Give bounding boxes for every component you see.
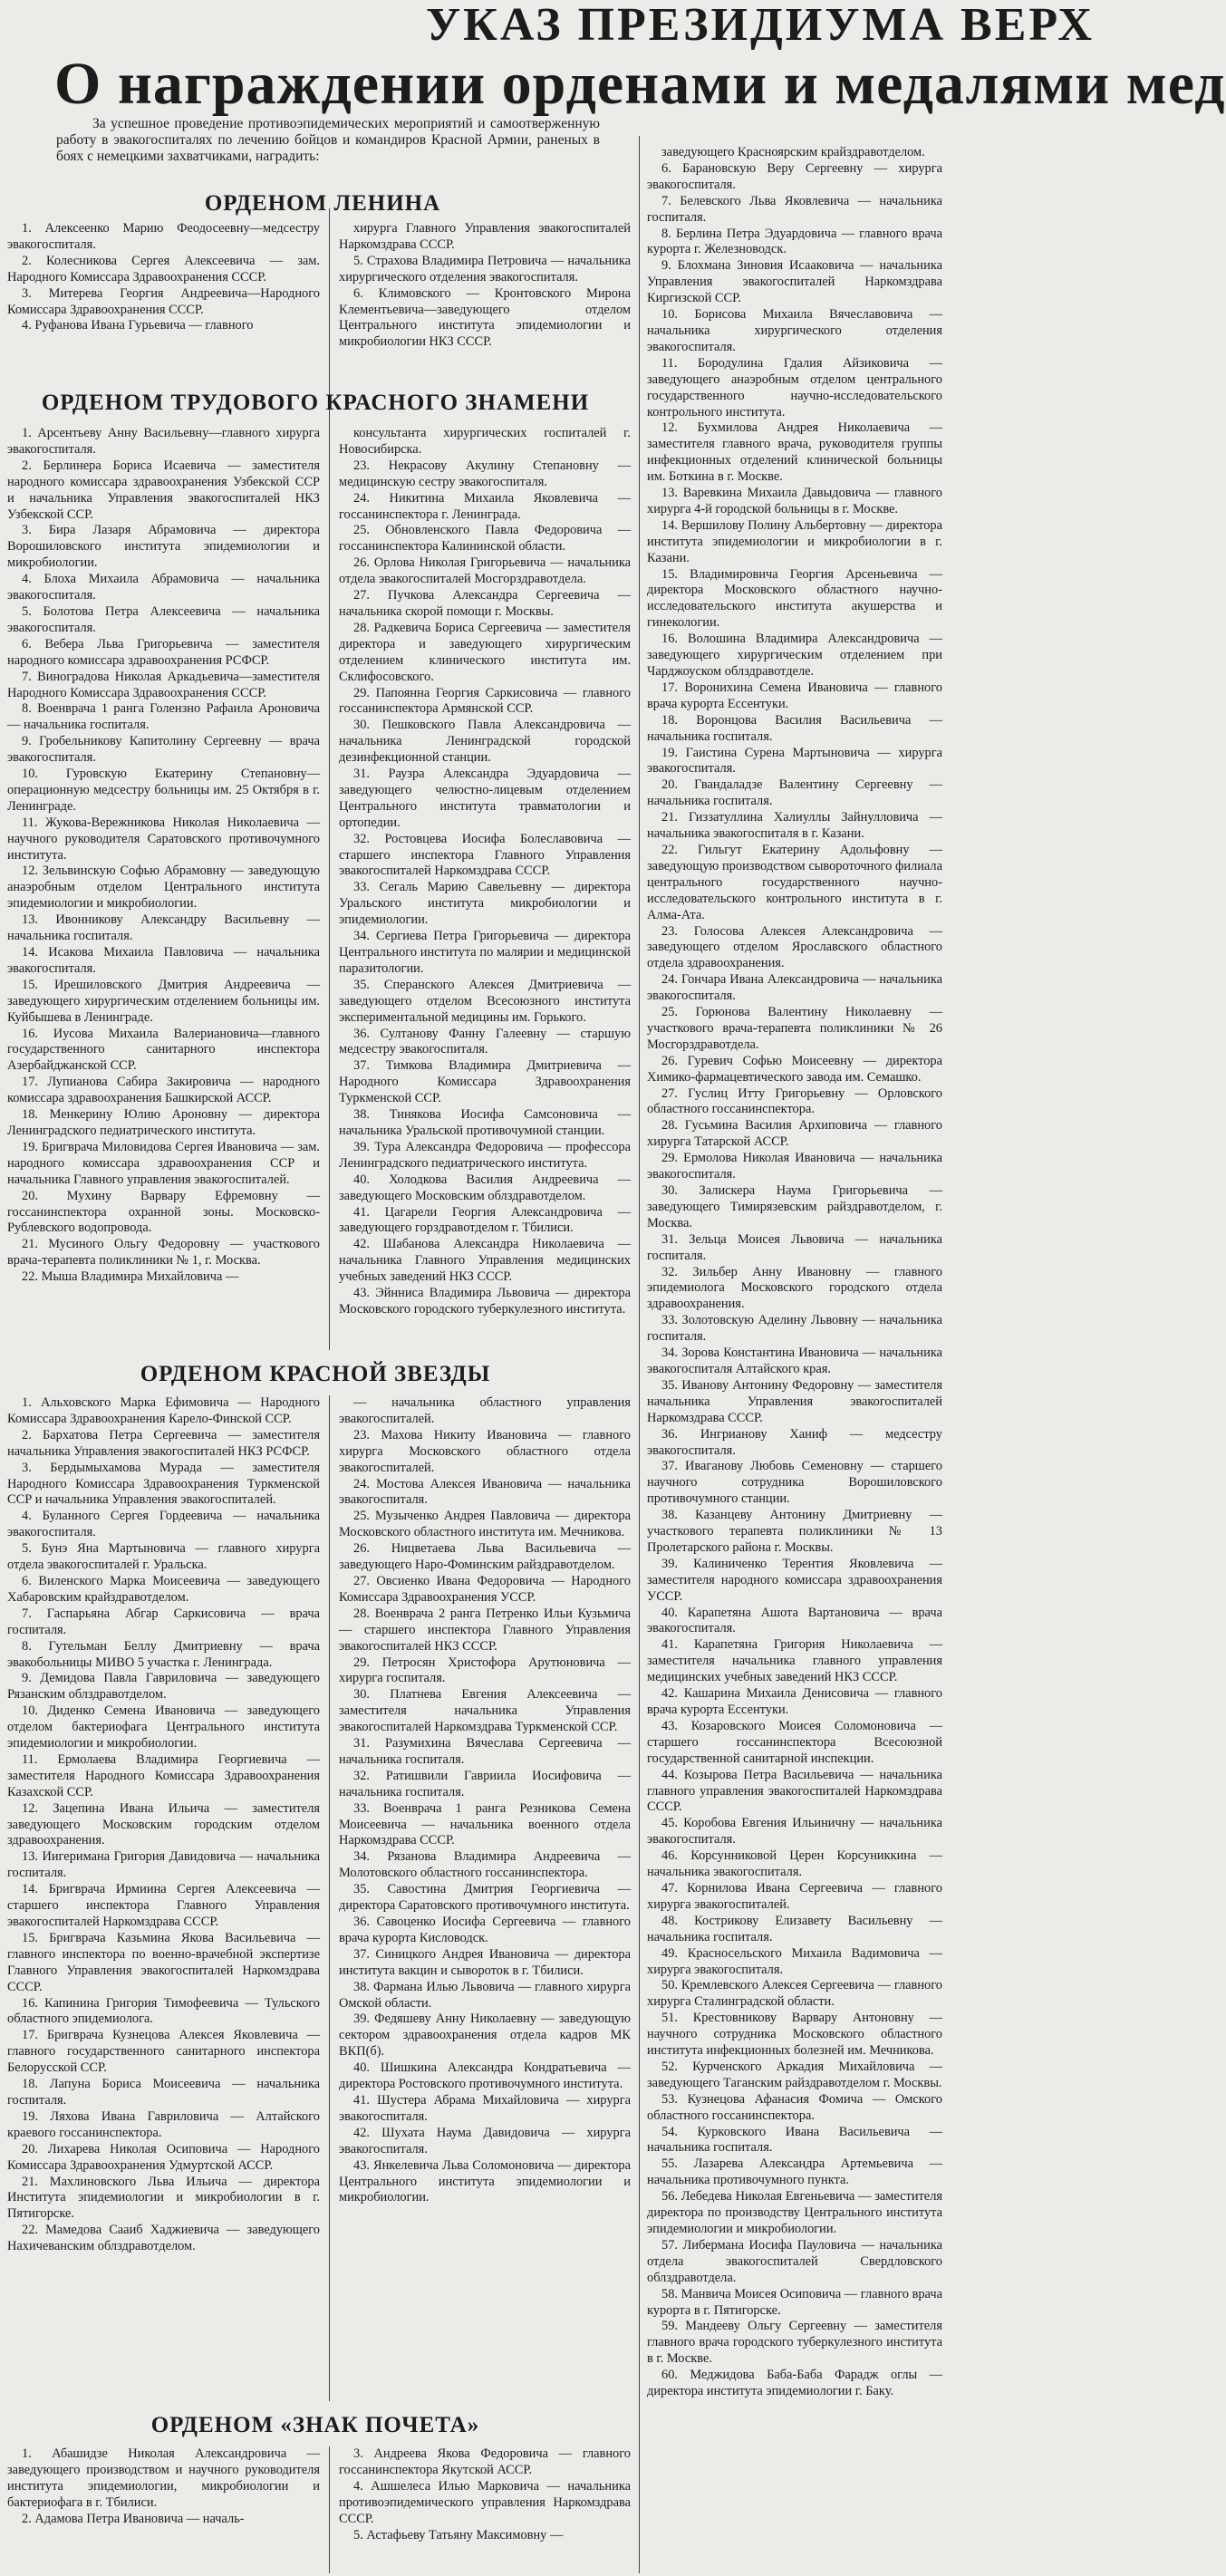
award-entry: 43. Янкелевича Льва Соломоновича — директора Центрального института эпидемиологии и микробиологии. (339, 2157, 631, 2205)
lenin-column-left (7, 187, 441, 225)
award-entry: 6. Вебера Льва Григорьевича — заместителя народного комиссара здравоохранения РСФСР. (7, 636, 320, 668)
award-entry: 44. Козырова Петра Васильевича — начальника главного управления эвакогоспиталей Наркомздрава СССР. (647, 1767, 942, 1815)
award-entry: 24. Гончара Ивана Александровича — начальника эвакогоспиталя. (647, 972, 942, 1004)
award-entry: 32. Ростовцева Иосифа Болеславовича — старшего инспектора Главного Управления эвакогоспиталей Наркомздрава СССР. (339, 831, 631, 879)
award-entry: 51. Крестовникову Варвару Антоновну — научного сотрудника Московского областного института инфекционных болезней им. Мечникова. (647, 2011, 942, 2059)
award-entry: 5. Бунэ Яна Мартыновича — главного хирурга отдела эвакогоспиталей г. Уральска. (7, 1541, 320, 1573)
award-entry: 20. Гвандаладзе Валентину Сергеевну — начальника госпиталя. (647, 777, 942, 809)
award-entry: 39. Федяшеву Анну Николаевну — заведующую сектором здравоохранения отдела кадров МК ВКП(б). (339, 2012, 631, 2060)
award-entry: 21. Махлиновского Льва Ильича — директора Института эпидемиологии и микробиологии в г. Пятигорске. (7, 2174, 320, 2222)
award-entry: 15. Владимировича Георгия Арсеньевича — директора Московского областного научно-исследовательского института акушерства и гинекологии. (647, 566, 942, 631)
award-entry: 9. Гробельникову Капитолину Сергеевну — врача эвакогоспиталя. (7, 734, 320, 766)
award-entry: 30. Платнева Евгения Алексеевича — заместителя начальника Управления эвакогоспиталей Наркомздрава Туркменской ССР. (339, 1687, 631, 1735)
award-entry: 40. Карапетяна Ашота Вартановича — врача эвакогоспиталя. (647, 1605, 942, 1636)
award-entry: 22. Гильгут Екатерину Адольфовну — заведующую производством сывороточного филиала центрального государственного научно-исследовательского контрольного института в г. Алма-Ата. (647, 842, 942, 922)
award-entry: 8. Военврача 1 ранга Голензно Рафаила Ароновича — начальника госпиталя. (7, 701, 320, 733)
order-lenin-heading: ОРДЕНОМ ЛЕНИНА (204, 191, 441, 216)
award-entry: 4. Руфанова Ивана Гурьевича — главного (22, 318, 254, 333)
award-entry: 28. Гусьмина Василия Архиповича — главного хирурга Татарской АССР. (647, 1118, 942, 1150)
award-entry: 14. Бригврача Ирмиина Сергея Алексеевича — старшего инспектора Главного Управления эвакогоспиталей Наркомздрава СССР. (7, 1882, 320, 1929)
award-entry: 6. Виленского Марка Моисеевича — заведующего Хабаровским крайздравотделом. (7, 1573, 320, 1605)
decree-heading: УКАЗ ПРЕЗИДИУМА ВЕРХ (426, 0, 1095, 51)
award-entry: 33. Золотовскую Аделину Львовну — начальника госпиталя. (647, 1313, 942, 1345)
award-entry: 38. Казанцеву Антонину Дмитриевну — участкового терапевта поликлиники № 13 Пролетарского района г. Москвы. (647, 1508, 942, 1555)
award-entry: 34. Рязанова Владимира Андреевича — Молотовского областного госсанинспектора. (339, 1849, 631, 1881)
award-entry: 42. Шухата Наума Давидовича — хирурга эвакогоспиталя. (339, 2125, 631, 2156)
award-entry: 20. Мухину Варвару Ефремовну — госсанинспектора охранной зоны. Московско-Рублевского водопровода. (7, 1188, 320, 1236)
award-entry: 13. Варевкина Михаила Давыдовича — главного хирурга 4-й городской больницы в г. Москве. (647, 486, 942, 516)
award-entry: 2. Адамова Петра Ивановича — началь- (22, 2511, 245, 2526)
award-entry: 50. Кремлевского Алексея Сергеевича — главного хирурга Сталинградской области. (647, 1978, 942, 2010)
award-entry: 15. Ирешиловского Дмитрия Андреевича — заведующего хирургическим отделением больницы им. Куйбышева в Ленинграде. (7, 977, 320, 1025)
award-entry: 46. Корсунниковой Церен Корсуниккина — начальника эвакогоспиталя. (647, 1848, 942, 1880)
award-entry: 21. Гиззатуллина Халиуллы Зайнулловича — начальника эвакогоспиталя в г. Казани. (647, 810, 942, 842)
award-entry: 3. Андреева Якова Федоровича — главного госсанинспектора Якутской АССР. (339, 2446, 631, 2477)
order-red-banner-heading: ОРДЕНОМ ТРУДОВОГО КРАСНОГО ЗНАМЕНИ (41, 391, 590, 415)
award-entry: 47. Корнилова Ивана Сергеевича — главного хирурга эвакогоспиталей. (647, 1880, 942, 1912)
award-entry: 14. Вершилову Полину Альбертовну — директора института эпидемиологии и микробиологии в г. Казани. (647, 517, 942, 565)
award-entry: 9. Блохмана Зиновия Исааковича — начальника Управления эвакогоспиталей Наркомздрава Киргизской ССР. (647, 258, 942, 306)
award-entry: 53. Кузнецова Афанасия Фомича — Омского областного госсанинспектора. (647, 2091, 942, 2123)
decree-title: О награждении орденами и медалями мед (54, 51, 1226, 117)
award-entry: 39. Тура Александра Федоровича — профессора Ленинградского педиатрического института. (339, 1139, 631, 1171)
award-entry: 41. Карапетяна Григория Николаевича — заместителя начальника главного управления медицинских учебных заведений НКЗ СССР. (647, 1637, 942, 1685)
award-entry: 29. Ермолова Николая Ивановича — начальника эвакогоспиталя. (647, 1151, 942, 1182)
award-entry: 25. Горюнова Валентину Николаевну — участкового врача-терапевта поликлиники № 26 Мосгорздравотдела. (647, 1005, 942, 1052)
award-entry: 58. Манвича Моисея Осиповича — главного врача курорта в г. Пятигорске. (647, 2286, 942, 2318)
award-entry: 48. Кострикову Елизавету Васильевну — начальника госпиталя. (647, 1913, 942, 1944)
award-entry: 23. Махова Никиту Ивановича — главного хирурга Московского областного отдела эвакогоспиталей. (339, 1427, 631, 1475)
award-entry: консультанта хирургических госпиталей г. Новосибирска. (339, 426, 631, 457)
award-entry: 32. Ратишвили Гавриила Иосифовича — начальника госпиталя. (339, 1768, 631, 1799)
red-star-list-left (7, 1395, 320, 2255)
award-entry: 13. Иигеримана Григория Давидовича — начальника госпиталя. (7, 1849, 320, 1881)
award-entry: 11. Жукова-Вережникова Николая Николаевича — научного руководителя Саратовского противочумного института. (7, 815, 320, 863)
award-entry: 23. Некрасову Акулину Степановну — медицинскую сестру эвакогоспиталя. (339, 458, 631, 489)
award-entry: 5. Болотова Петра Алексеевича — начальника эвакогоспиталя. (7, 603, 320, 635)
award-entry: 8. Гутельман Беллу Дмитриевну — врача эвакобольницы МИВО 5 участка г. Ленинграда. (7, 1638, 320, 1670)
award-entry: 7. Виноградова Николая Аркадьевича—заместителя Народного Комиссара Здравоохранения СССР. (7, 669, 320, 700)
award-entry: 42. Шабанова Александра Николаевича — начальника Главного Управления медицинских учебных заведений НКЗ СССР. (339, 1237, 631, 1285)
award-entry: 26. Орлова Николая Григорьевича — начальника отдела эвакогоспиталей Мосгорздравотдела. (339, 555, 631, 587)
award-entry: 7. Белевского Льва Яковлевича — начальника госпиталя. (647, 193, 942, 225)
award-entry: 6. Барановскую Веру Сергеевну — хирурга эвакогоспиталя. (647, 160, 942, 192)
award-entry: 11. Бородулина Гдалия Айзиковича — заведующего анаэробным отделом центрального государственного научно-исследовательского контрольного института. (647, 355, 942, 420)
award-entry: 49. Красносельского Михаила Вадимовича — хирурга эвакогоспиталя. (647, 1945, 942, 1977)
award-entry: 59. Мандееву Ольгу Сергеевну — заместителя главного врача городского туберкулезного института в г. Москве. (647, 2319, 942, 2367)
award-entry: 1. Альховского Марка Ефимовича — Народного Комиссара Здравоохранения Карело-Финской ССР. (7, 1395, 320, 1426)
award-entry: 28. Радкевича Бориса Сергеевича — заместителя директора и заведующего хирургическим отделением клинического института им. Склифосовского. (339, 620, 631, 684)
award-entry: 2. Бархатова Петра Сергеевича — заместителя начальника Управления эвакогоспиталей НКЗ РСФСР. (7, 1427, 320, 1459)
award-entry: 11. Ермолаева Владимира Георгиевича — заместителя Народного Комиссара Здравоохранения Казахской ССР. (7, 1751, 320, 1799)
award-entry: 38. Тинякова Иосифа Самсоновича — начальника Уральской противочумной станции. (339, 1107, 631, 1138)
lenin-list-right (339, 221, 631, 351)
award-entry: 42. Кашарина Михаила Денисовича — главного врача курорта Ессентуки. (647, 1686, 942, 1717)
award-entry: 33. Сегаль Марию Савельевну — директора Уральского института микробиологии и эпидемиологии. (339, 880, 631, 928)
award-entry: 8. Берлина Петра Эдуардовича — главного врача курорта г. Железноводск. (647, 226, 942, 257)
award-entry: 35. Сперанского Алексея Дмитриевича — заведующего отделом Всесоюзного института экспериментальной медицины им. Горького. (339, 977, 631, 1025)
award-entry: 17. Воронихина Семена Ивановича — главного врача курорта Ессентуки. (647, 680, 942, 711)
award-entry: 22. Мамедова Сааиб Хаджиевича — заведующего Нахичеванским облздравотделом. (7, 2223, 320, 2254)
award-entry: 13. Ивонникову Александру Васильевну — начальника госпиталя. (7, 912, 320, 944)
order-red-star-heading: ОРДЕНОМ КРАСНОЙ ЗВЕЗДЫ (140, 1362, 491, 1386)
award-entry: 31. Раузра Александра Эдуардовича — заведующего челюстно-лицевым отделением Центрального института травматологии и ортопедии. (339, 767, 631, 830)
award-entry: 2. Колесникова Сергея Алексеевича — зам. Народного Комиссара Здравоохранения СССР. (7, 253, 320, 285)
order-badge-heading: ОРДЕНОМ «ЗНАК ПОЧЕТА» (150, 2413, 480, 2437)
lenin-list-left (7, 221, 320, 334)
award-entry: 28. Военврача 2 ранга Петренко Ильи Кузьмича — старшего инспектора Главного Управления эвакогоспиталей НКЗ СССР. (339, 1606, 631, 1654)
column-divider (329, 2446, 330, 2573)
award-entry: 30. Залискера Наума Григорьевича — заведующего Тимирязевским райздравотделом, г. Москва. (647, 1183, 942, 1230)
award-entry: 34. Зорова Константина Ивановича — начальника эвакогоспиталя Алтайского края. (647, 1346, 942, 1376)
award-entry: 45. Коробова Евгения Ильиничну — начальника эвакогоспиталя. (647, 1816, 942, 1848)
award-entry: 2. Берлинера Бориса Исаевича — заместителя народного комиссара здравоохранения Узбекской ССР и начальника Управления эвакогоспиталей НКЗ Узбекской ССР. (7, 458, 320, 522)
award-entry: 24. Мостова Алексея Ивановича — начальника эвакогоспиталя. (339, 1476, 631, 1508)
lead-paragraph: За успешное проведение противоэпидемических мероприятий и самоотверженную работу в эвакогоспиталях по лечению бойцов и командиров Красной Армии, раненых в боях с немецкими захватчиками, наградить: (56, 116, 600, 164)
award-entry: 35. Савостина Дмитрия Георгиевича — директора Саратовского противочумного института. (339, 1882, 631, 1914)
award-entry: 15. Бригврача Казьмина Якова Васильевича — главного инспектора по военно-врачебной экспертизе Главного Управления эвакогоспиталей Наркомздрава СССР. (7, 1930, 320, 1994)
award-entry: 24. Никитина Михаила Яковлевича — госсанинспектора г. Ленинграда. (339, 490, 631, 522)
award-entry: 37. Синицкого Андрея Ивановича — директора института вакцин и сывороток в г. Тбилиси. (339, 1946, 631, 1978)
award-entry: заведующего Красноярским крайздравотделом. (661, 145, 925, 159)
award-entry: 36. Султанову Фанну Галеевну — старшую медсестру эвакогоспиталя. (339, 1026, 631, 1057)
award-entry: 30. Пешковского Павла Александровича — начальника Ленинградской городской дезинфекционной станции. (339, 718, 631, 766)
award-entry: 55. Лазарева Александра Артемьевича — начальника противочумного пункта. (647, 2156, 942, 2188)
award-entry: 37. Иваганову Любовь Семеновну — старшего научного сотрудника Ворошиловского противочумного станции. (647, 1459, 942, 1507)
award-entry: 43. Эйнниса Владимира Львовича — директора Московского городского туберкулезного института. (339, 1286, 631, 1317)
award-entry: 19. Ляхова Ивана Гавриловича — Алтайского краевого госсанинспектора. (7, 2108, 320, 2140)
award-entry: 25. Обновленского Павла Федоровича — госсанинспектора Калининской области. (339, 523, 631, 555)
award-entry: 4. Блоха Михаила Абрамовича — начальника эвакогоспиталя. (7, 572, 320, 603)
award-entry: 36. Савоценко Иосифа Сергеевича — главного врача курорта Кисловодск. (339, 1915, 631, 1945)
award-entry: 57. Либермана Иосифа Пауловича — начальника отдела эвакогоспиталей Свердловского облздравотдела. (647, 2237, 942, 2285)
award-entry: 16. Волошина Владимира Александровича — заведующего хирургическим отделением при Чарджоуском облздравотделе. (647, 632, 942, 679)
award-entry: 12. Зельвинскую Софью Абрамовну — заведующую анаэробным отделом Центрального института эпидемиологии и микробиологии. (7, 863, 320, 912)
award-entry: 25. Музыченко Андрея Павловича — директора Московского областного института им. Мечникова. (339, 1509, 631, 1540)
award-entry: 22. Мыша Владимира Михайловича — (22, 1269, 239, 1285)
award-entry: 10. Гуровскую Екатерину Степановну—операционную медсестру больницы им. 25 Октября в г. Ленинграде. (7, 767, 320, 814)
award-entry: 40. Шишкина Александра Кондратьевича — директора Ростовского противочумного института. (339, 2060, 631, 2092)
award-entry: 26. Гуревич Софью Моисеевну — директора Химико-фармацевтического завода им. Семашко. (647, 1053, 942, 1085)
award-entry: 27. Пучкова Александра Сергеевича — начальника скорой помощи г. Москвы. (339, 588, 631, 619)
award-entry: 37. Тимкова Владимира Дмитриевича — Народного Комиссара Здравоохранения Туркменской ССР. (339, 1058, 631, 1106)
award-entry: 54. Курковского Ивана Васильевича — начальника госпиталя. (647, 2124, 942, 2156)
award-entry: 38. Фармана Илью Львовича — главного хирурга Омской области. (339, 1979, 631, 2011)
award-entry: 34. Сергиева Петра Григорьевича — директора Центрального института по малярии и медицинской паразитологии. (339, 929, 631, 976)
red-banner-list-right (339, 426, 631, 1318)
award-entry: 39. Калиниченко Терентия Яковлевича — заместителя народного комиссара здравоохранения УССР. (647, 1556, 942, 1604)
award-entry: 10. Диденко Семена Ивановича — заведующего отделом бактериофага Центрального института эпидемиологии и микробиологии. (7, 1703, 320, 1751)
award-entry: 16. Иусова Михаила Валериановича—главного государственного санитарного инспектора Азербайджанской ССР. (7, 1026, 320, 1074)
award-entry: 4. Ашшелеса Илью Марковича — начальника противоэпидемического управления Наркомздрава СССР. (339, 2478, 631, 2526)
award-entry: — начальника областного управления эвакогоспиталей. (339, 1395, 631, 1426)
award-entry: 56. Лебедева Николая Евгеньевича — заместителя директора по производству Центрального института эпидемиологии и микробиологии. (647, 2189, 942, 2236)
award-entry: 18. Менкерину Юлию Ароновну — директора Ленинградского педиатрического института. (7, 1107, 320, 1138)
award-entry: 60. Меджидова Баба-Баба Фарадж оглы — директора института эпидемиологии г. Баку. (647, 2368, 942, 2399)
award-entry: 23. Голосова Алексея Александровича — заведующего отделом Ярославского областного отдела здравоохранения. (647, 923, 942, 971)
award-entry: 43. Козаровского Моисея Соломоновича — старшего госсанинспектора Всесоюзной государственной санитарной инспекции. (647, 1718, 942, 1766)
award-entry: 26. Ницветаева Льва Васильевича — заведующего Наро-Фоминским райздравотделом. (339, 1541, 631, 1573)
award-entry: 31. Зельца Моисея Львовича — начальника госпиталя. (647, 1231, 942, 1263)
award-entry: 27. Овсиенко Ивана Федоровича — Народного Комиссара Здравоохранения УССР. (339, 1573, 631, 1605)
award-entry: 16. Капинина Григория Тимофеевича — Тульского областного эпидемиолога. (7, 1995, 320, 2027)
red-star-list-right (339, 1395, 631, 2206)
column-divider (329, 208, 330, 1350)
award-entry: 1. Алексеенко Марию Феодосеевну—медсестру эвакогоспиталя. (7, 221, 320, 252)
award-entry: 41. Цагарели Георгия Александровича — заведующего горздравотделом г. Тбилиси. (339, 1204, 631, 1236)
column-divider (639, 136, 640, 2573)
award-entry: 3. Бира Лазаря Абрамовича — директора Ворошиловского института эпидемиологии и микробиологии. (7, 523, 320, 571)
award-entry: 10. Борисова Михаила Вячеславовича — начальника хирургического отделения эвакогоспиталя. (647, 307, 942, 354)
award-entry: 36. Ингрианову Ханиф — медсестру эвакогоспиталя. (647, 1426, 942, 1458)
award-entry: 33. Военврача 1 ранга Резникова Семена Моисеевича — начальника военного отдела Наркомздрава СССР. (339, 1800, 631, 1848)
award-entry: хирурга Главного Управления эвакогоспиталей Наркомздрава СССР. (339, 221, 631, 252)
award-entry: 6. Климовского — Кронтовского Мирона Клементьевича—заведующего отделом Центрального института эпидемиологии и микробиологии НКЗ СССР. (339, 285, 631, 350)
award-entry: 3. Митерева Георгия Андреевича—Народного Комиссара Здравоохранения СССР. (7, 285, 320, 317)
badge-list-left (7, 2446, 320, 2528)
award-entry: 40. Холодкова Василия Андреевича — заведующего Московским облздравотделом. (339, 1172, 631, 1203)
award-entry: 32. Зильбер Анну Ивановну — главного эпидемиолога Московского городского отдела здравоохранения. (647, 1264, 942, 1312)
continuation-column (647, 145, 942, 2400)
column-divider (329, 1395, 330, 2401)
award-entry: 14. Исакова Михаила Павловича — начальника эвакогоспиталя. (7, 945, 320, 976)
award-entry: 5. Страхова Владимира Петровича — начальника хирургического отделения эвакогоспиталя. (339, 253, 631, 285)
award-entry: 17. Лупианова Сабира Закировича — народного комиссара здравоохранения Башкирской АССР. (7, 1075, 320, 1106)
award-entry: 29. Петросян Христофора Арутюновича — хирурга госпиталя. (339, 1655, 631, 1686)
award-entry: 5. Астафьеву Татьяну Максимовну — (353, 2527, 564, 2542)
award-entry: 29. Папоянна Георгия Саркисовича — главного госсанинспектора Армянской ССР. (339, 685, 631, 717)
award-entry: 27. Гуслиц Итту Григорьевну — Орловского областного госсанинспектора. (647, 1085, 942, 1117)
award-entry: 31. Разумихина Вячеслава Сергеевича — начальника госпиталя. (339, 1736, 631, 1767)
award-entry: 41. Шустера Абрама Михайловича — хирурга эвакогоспиталя. (339, 2092, 631, 2124)
award-entry: 21. Мусиного Ольгу Федоровну — участкового врача-терапевта поликлиники № 1, г. Москва. (7, 1237, 320, 1269)
award-entry: 4. Буланного Сергея Гордеевича — начальника эвакогоспиталя. (7, 1509, 320, 1540)
award-entry: 12. Зацепина Ивана Ильича — заместителя заведующего Московским городским отделом здравоохранения. (7, 1800, 320, 1848)
badge-list-right (339, 2446, 631, 2543)
award-entry: 19. Бригврача Миловидова Сергея Ивановича — зам. народного комиссара здравоохранения ССР и начальника Главного управления эвакогоспиталей. (7, 1139, 320, 1187)
award-entry: 20. Лихарева Николая Осиповича — Народного Комиссара Здравоохранения Удмуртской АССР. (7, 2141, 320, 2173)
award-entry: 1. Абашидзе Николая Александровича — заведующего производством и научного руководителя института эпидемиологии, микробиологии и бактериофага в г. Тбилиси. (7, 2446, 320, 2510)
red-banner-list-left (7, 426, 320, 1286)
award-entry: 9. Демидова Павла Гавриловича — заведующего Рязанским облздравотделом. (7, 1671, 320, 1703)
award-entry: 7. Гаспарьяна Абгар Саркисовича — врача госпиталя. (7, 1606, 320, 1637)
award-entry: 35. Иванову Антонину Федоровну — заместителя начальника Управления эвакогоспиталей Наркомздрава СССР. (647, 1377, 942, 1425)
award-entry: 17. Бригврача Кузнецова Алексея Яковлевича — главного государственного санитарного инспектора Белорусской ССР. (7, 2028, 320, 2076)
award-entry: 18. Воронцова Василия Васильевича — начальника госпиталя. (647, 712, 942, 744)
award-entry: 18. Лапуна Бориса Моисеевича — начальника госпиталя. (7, 2077, 320, 2108)
award-entry: 3. Бердымыхамова Мурада — заместителя Народного Комиссара Здравоохранения Туркменской ССР и начальника Управления эвакогоспиталей. (7, 1460, 320, 1508)
award-entry: 52. Курченского Аркадия Михайловича — заведующего Таганским райздравотделом г. Москвы. (647, 2059, 942, 2090)
award-entry: 1. Арсентьеву Анну Васильевну—главного хирурга эвакогоспиталя. (7, 426, 320, 457)
award-entry: 19. Гаистина Сурена Мартыновича — хирурга эвакогоспиталя. (647, 745, 942, 777)
award-entry: 12. Бухмилова Андрея Николаевича — заместителя главного врача, руководителя группы инфекционных отделений клинической больницы им. Боткина в г. Москве. (647, 420, 942, 485)
